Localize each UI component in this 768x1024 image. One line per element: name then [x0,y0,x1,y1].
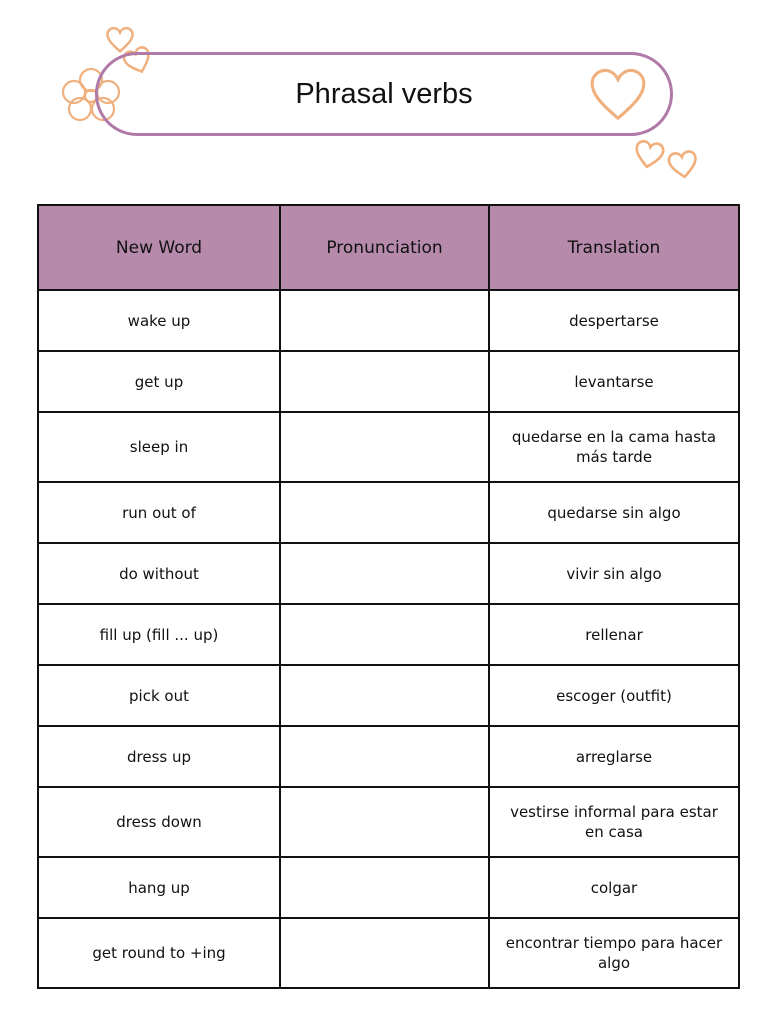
table-row [38,604,739,665]
heart-icon [633,138,665,172]
cell-word: dress up [38,726,280,787]
cell-word: hang up [38,857,280,918]
table-row [38,412,739,482]
cell-translation: escoger (outfit) [489,665,739,726]
cell-translation: vivir sin algo [489,543,739,604]
cell-word: dress down [38,787,280,857]
vocabulary-table [37,204,740,989]
cell-pronunciation [280,604,489,665]
cell-translation: quedarse sin algo [489,482,739,543]
cell-word: fill up (fill ... up) [38,604,280,665]
cell-translation: arreglarse [489,726,739,787]
cell-pronunciation [280,665,489,726]
cell-word: run out of [38,482,280,543]
heart-icon [667,148,699,182]
cell-pronunciation [280,787,489,857]
cell-word: pick out [38,665,280,726]
cell-translation: encontrar tiempo para hacer algo [489,918,739,988]
cell-word: get round to +ing [38,918,280,988]
table-row [38,787,739,857]
cell-pronunciation [280,412,489,482]
table-row [38,726,739,787]
table-header-row [38,205,739,290]
title-banner [95,52,673,136]
cell-pronunciation [280,351,489,412]
table-row [38,857,739,918]
cell-pronunciation [280,290,489,351]
cell-pronunciation [280,482,489,543]
cell-word: sleep in [38,412,280,482]
cell-translation: vestirse informal para estar en casa [489,787,739,857]
cell-pronunciation [280,726,489,787]
table-row [38,918,739,988]
table-row [38,351,739,412]
table-row [38,290,739,351]
cell-translation: rellenar [489,604,739,665]
cell-translation: colgar [489,857,739,918]
cell-pronunciation [280,857,489,918]
cell-pronunciation [280,918,489,988]
page-title: Phrasal verbs [295,77,473,110]
table-row [38,543,739,604]
header-pronunciation: Pronunciation [280,205,489,290]
cell-translation: despertarse [489,290,739,351]
table-row [38,665,739,726]
header-new-word: New Word [38,205,280,290]
cell-translation: levantarse [489,351,739,412]
cell-pronunciation [280,543,489,604]
cell-word: do without [38,543,280,604]
cell-word: get up [38,351,280,412]
cell-translation: quedarse en la cama hasta más tarde [489,412,739,482]
header-translation: Translation [489,205,739,290]
table-row [38,482,739,543]
cell-word: wake up [38,290,280,351]
